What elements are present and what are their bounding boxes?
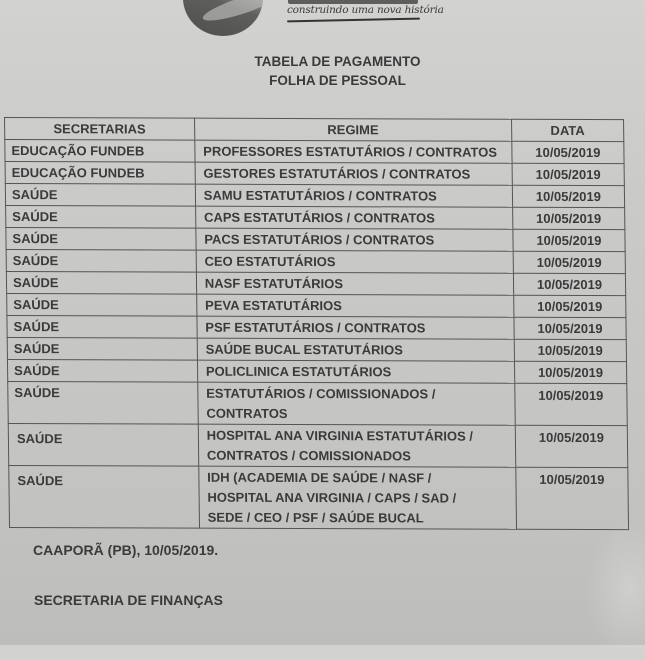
cell-secretaria: SAÚDE [7, 360, 197, 383]
cell-secretaria: SAÚDE [6, 228, 196, 251]
cell-secretaria: EDUCAÇÃO FUNDEB [5, 140, 195, 163]
table-row [7, 316, 626, 340]
column-header-data: DATA [511, 119, 623, 141]
payment-table [4, 117, 629, 530]
cell-regime [196, 250, 513, 273]
cell-data: 10/05/2019 [514, 361, 626, 383]
column-header-secretarias: SECRETARIAS [5, 118, 195, 141]
cell-regime [199, 466, 517, 529]
title-line-2: FOLHA DE PESSOAL [269, 73, 406, 88]
table-row [8, 423, 628, 467]
cell-regime [196, 272, 513, 295]
table-row [5, 162, 624, 186]
document-title [0, 52, 645, 90]
table-header-row [5, 118, 624, 142]
cell-regime [195, 184, 512, 207]
cell-regime [196, 228, 513, 251]
regime-line: PSF ESTATUTÁRIOS / CONTRATOS [205, 319, 426, 336]
slogan-underline [287, 18, 420, 23]
cell-regime [195, 206, 512, 229]
cell-data: 10/05/2019 [512, 185, 624, 207]
municipal-logo-icon [183, 0, 263, 36]
logo-slogan: construindo uma nova história [287, 4, 444, 16]
table-row [6, 272, 625, 296]
regime-line: SAÚDE BUCAL ESTATUTÁRIOS [205, 341, 403, 358]
cell-regime [196, 294, 513, 317]
table-row [5, 140, 624, 164]
regime-line: CEO ESTATUTÁRIOS [204, 253, 336, 270]
cell-data: 10/05/2019 [515, 425, 628, 467]
cell-secretaria: SAÚDE [8, 382, 198, 425]
cell-data: 10/05/2019 [513, 251, 625, 273]
cell-secretaria: SAÚDE [8, 423, 198, 466]
regime-line: CONTRATOS / COMISSIONADOS [206, 447, 411, 464]
cell-data: 10/05/2019 [514, 339, 626, 361]
regime-line: NASF ESTATUTÁRIOS [204, 275, 344, 292]
place-and-date: CAAPORÃ (PB), 10/05/2019. [33, 542, 219, 558]
cell-data: 10/05/2019 [515, 383, 628, 425]
regime-line: GESTORES ESTATUTÁRIOS / CONTRATOS [203, 165, 471, 182]
cell-secretaria: SAÚDE [6, 272, 196, 295]
regime-line: IDH (ACADEMIA DE SAÚDE / NASF / [207, 469, 432, 486]
regime-line: CONTRATOS [206, 405, 288, 421]
cell-regime [197, 316, 514, 339]
cell-regime [197, 360, 514, 383]
table-row [6, 206, 625, 230]
table-row [5, 184, 624, 208]
table-row [9, 465, 629, 529]
cell-regime [195, 162, 512, 185]
cell-data: 10/05/2019 [513, 273, 625, 295]
table-row [8, 382, 628, 426]
cell-secretaria: EDUCAÇÃO FUNDEB [5, 162, 195, 185]
cell-regime [195, 140, 512, 163]
cell-secretaria: SAÚDE [6, 250, 196, 273]
photo-glare [585, 520, 645, 660]
cell-secretaria: SAÚDE [9, 465, 200, 528]
cell-secretaria: SAÚDE [7, 316, 197, 339]
regime-line: PACS ESTATUTÁRIOS / CONTRATOS [204, 231, 435, 248]
cell-data: 10/05/2019 [516, 467, 629, 529]
title-line-1: TABELA DE PAGAMENTO [254, 54, 421, 69]
cell-data: 10/05/2019 [513, 229, 625, 251]
cell-data: 10/05/2019 [512, 163, 624, 185]
table-row [7, 360, 626, 384]
table-row [6, 250, 625, 274]
cell-data: 10/05/2019 [512, 141, 624, 163]
cell-regime [198, 382, 516, 425]
table-row [7, 338, 626, 362]
cell-data: 10/05/2019 [514, 317, 626, 339]
cell-secretaria: SAÚDE [6, 206, 196, 229]
regime-line: HOSPITAL ANA VIRGINIA ESTATUTÁRIOS / [206, 427, 474, 444]
regime-line: POLICLINICA ESTATUTÁRIOS [205, 363, 392, 380]
payment-table-container [4, 117, 629, 530]
regime-line: PEVA ESTATUTÁRIOS [205, 297, 342, 314]
cell-secretaria: SAÚDE [7, 294, 197, 317]
column-header-regime: REGIME [194, 118, 511, 141]
cell-data: 10/05/2019 [512, 207, 624, 229]
regime-line: PROFESSORES ESTATUTÁRIOS / CONTRATOS [203, 143, 498, 160]
issuing-department: SECRETARIA DE FINANÇAS [34, 592, 224, 608]
regime-line: CAPS ESTATUTÁRIOS / CONTRATOS [203, 209, 436, 226]
table-row [7, 294, 626, 318]
cell-regime [198, 424, 516, 467]
regime-line: ESTATUTÁRIOS / COMISSIONADOS / [206, 385, 436, 402]
cell-data: 10/05/2019 [514, 295, 626, 317]
cell-secretaria: SAÚDE [5, 184, 195, 207]
cell-regime [197, 338, 514, 361]
regime-line: SAMU ESTATUTÁRIOS / CONTRATOS [203, 187, 437, 204]
cell-secretaria: SAÚDE [7, 338, 197, 361]
regime-line: SEDE / CEO / PSF / SAÚDE BUCAL [207, 509, 424, 526]
table-row [6, 228, 625, 252]
regime-line: HOSPITAL ANA VIRGINIA / CAPS / SAD / [207, 489, 457, 506]
